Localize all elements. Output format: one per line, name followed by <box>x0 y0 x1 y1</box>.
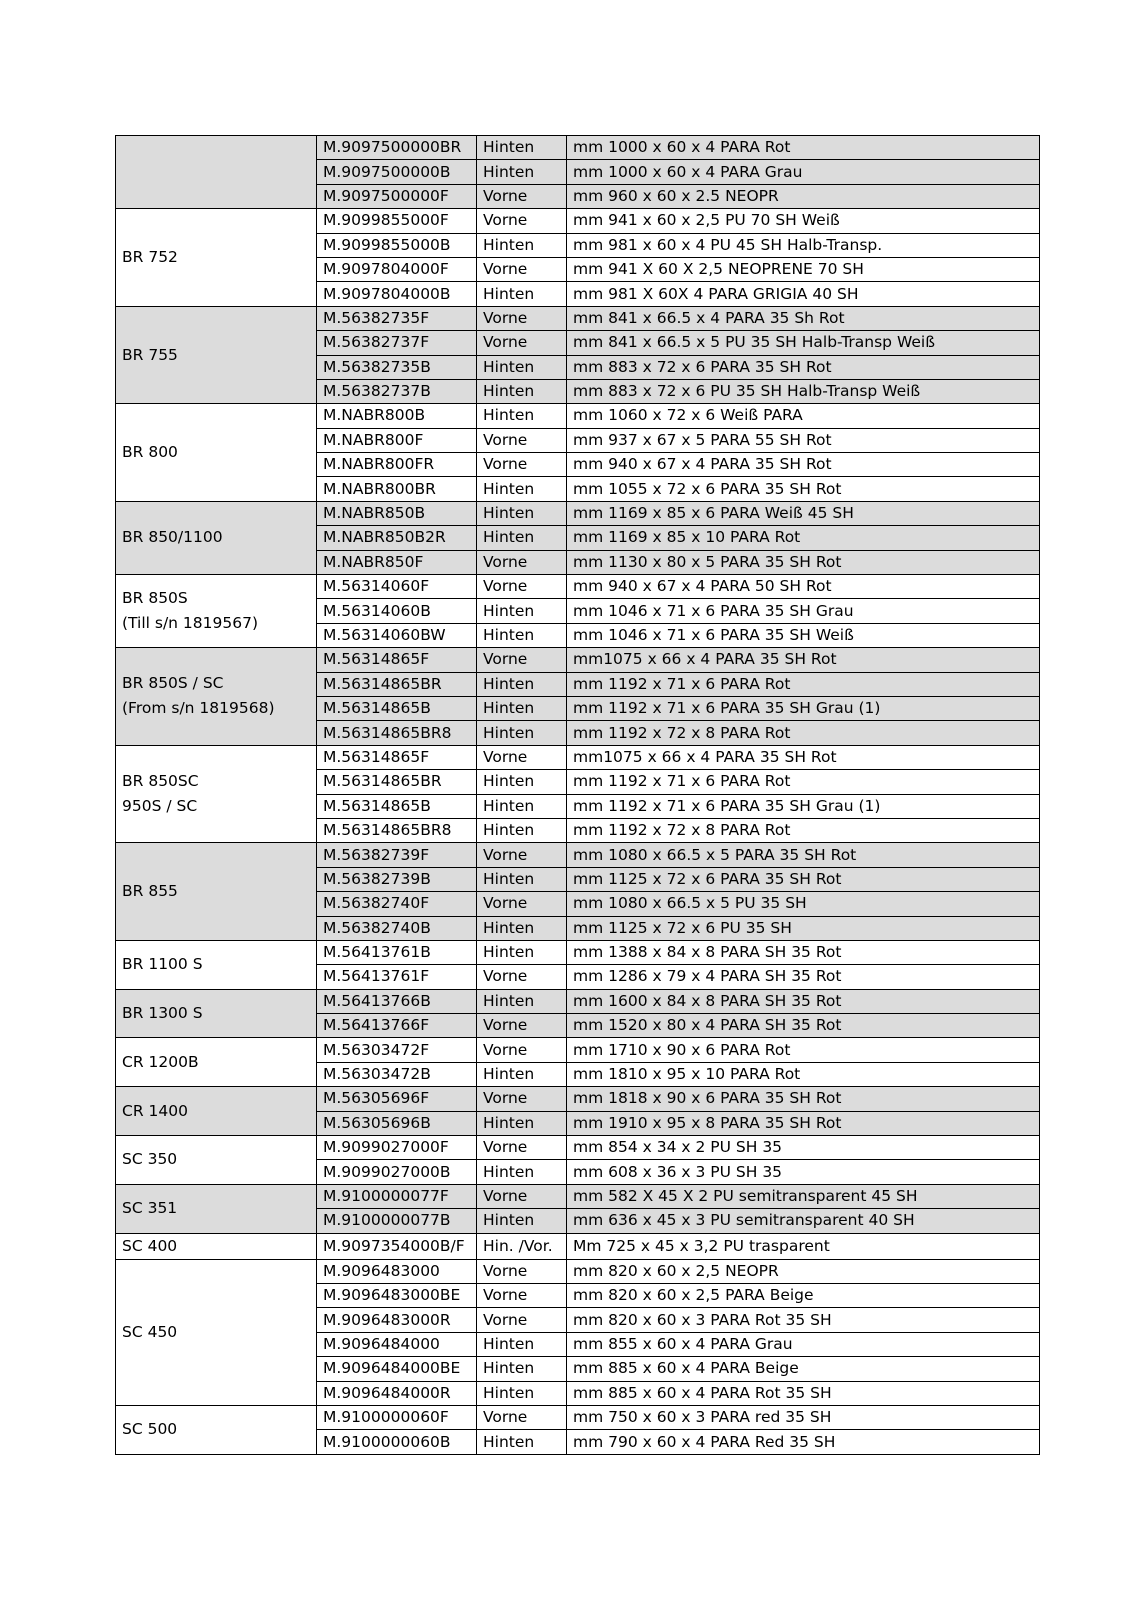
position-cell: Vorne <box>477 1014 567 1038</box>
model-cell <box>116 1087 317 1136</box>
part-number-cell: M.NABR850B <box>317 501 477 525</box>
model-cell <box>116 745 317 843</box>
model-name-line: CR 1400 <box>122 1101 188 1120</box>
position-cell: Hinten <box>477 696 567 720</box>
model-name-line: SC 450 <box>122 1322 178 1341</box>
dimensions-cell: mm 1080 x 66.5 x 5 PARA 35 SH Rot <box>567 843 1040 867</box>
model-cell <box>116 1405 317 1454</box>
part-number-cell: M.9099027000B <box>317 1160 477 1184</box>
position-cell: Vorne <box>477 843 567 867</box>
position-cell: Hinten <box>477 379 567 403</box>
position-cell: Hinten <box>477 721 567 745</box>
model-cell <box>116 136 317 209</box>
position-cell: Vorne <box>477 306 567 330</box>
position-cell: Hinten <box>477 1332 567 1356</box>
part-number-cell: M.9096484000BE <box>317 1357 477 1381</box>
position-cell: Hinten <box>477 1062 567 1086</box>
part-number-cell: M.56314060F <box>317 575 477 599</box>
dimensions-cell: mm 1600 x 84 x 8 PARA SH 35 Rot <box>567 989 1040 1013</box>
model-name-line: BR 1100 S <box>122 955 203 974</box>
dimensions-cell: mm 1286 x 79 x 4 PARA SH 35 Rot <box>567 965 1040 989</box>
position-cell: Hinten <box>477 404 567 428</box>
dimensions-cell: mm 940 x 67 x 4 PARA 50 SH Rot <box>567 575 1040 599</box>
dimensions-cell: mm 1710 x 90 x 6 PARA Rot <box>567 1038 1040 1062</box>
position-cell: Vorne <box>477 1087 567 1111</box>
part-number-cell: M.9100000077F <box>317 1184 477 1208</box>
dimensions-cell: mm 1910 x 95 x 8 PARA 35 SH Rot <box>567 1111 1040 1135</box>
model-cell <box>116 1136 317 1185</box>
table-row <box>116 209 1040 233</box>
table-row <box>116 989 1040 1013</box>
model-name-line: BR 850S <box>122 589 188 608</box>
dimensions-cell: mm 885 x 60 x 4 PARA Rot 35 SH <box>567 1381 1040 1405</box>
dimensions-cell: mm 1130 x 80 x 5 PARA 35 SH Rot <box>567 550 1040 574</box>
position-cell: Hinten <box>477 136 567 160</box>
part-number-cell: M.56413761F <box>317 965 477 989</box>
part-number-cell: M.56314865B <box>317 696 477 720</box>
part-number-cell: M.9099855000F <box>317 209 477 233</box>
position-cell: Vorne <box>477 331 567 355</box>
model-name-line: BR 855 <box>122 882 178 901</box>
position-cell: Hinten <box>477 1430 567 1454</box>
part-number-cell: M.9099855000B <box>317 233 477 257</box>
position-cell: Hinten <box>477 233 567 257</box>
part-number-cell: M.9096483000 <box>317 1259 477 1283</box>
model-cell <box>116 209 317 307</box>
model-cell <box>116 575 317 648</box>
table-row <box>116 843 1040 867</box>
model-name-line: BR 850SC <box>122 772 199 791</box>
dimensions-cell: mm 1080 x 66.5 x 5 PU 35 SH <box>567 892 1040 916</box>
position-cell: Hinten <box>477 818 567 842</box>
position-cell: Hinten <box>477 1357 567 1381</box>
table-row <box>116 306 1040 330</box>
part-number-cell: M.56382740F <box>317 892 477 916</box>
position-cell: Hinten <box>477 160 567 184</box>
model-cell <box>116 306 317 404</box>
position-cell: Vorne <box>477 1405 567 1429</box>
part-number-cell: M.56382739B <box>317 867 477 891</box>
dimensions-cell: mm 1000 x 60 x 4 PARA Rot <box>567 136 1040 160</box>
position-cell: Vorne <box>477 892 567 916</box>
position-cell: Hinten <box>477 867 567 891</box>
dimensions-cell: Mm 725 x 45 x 3,2 PU trasparent <box>567 1233 1040 1259</box>
position-cell: Vorne <box>477 1038 567 1062</box>
part-number-cell: M.NABR800B <box>317 404 477 428</box>
dimensions-cell: mm 1046 x 71 x 6 PARA 35 SH Grau <box>567 599 1040 623</box>
model-cell <box>116 843 317 941</box>
dimensions-cell: mm 841 x 66.5 x 5 PU 35 SH Halb-Transp Weiß <box>567 331 1040 355</box>
position-cell: Hinten <box>477 770 567 794</box>
table-row <box>116 1136 1040 1160</box>
table-row <box>116 501 1040 525</box>
position-cell: Hinten <box>477 1209 567 1233</box>
model-name-line: CR 1200B <box>122 1052 199 1071</box>
table-row <box>116 1087 1040 1111</box>
part-number-cell: M.56382739F <box>317 843 477 867</box>
dimensions-cell: mm 820 x 60 x 3 PARA Rot 35 SH <box>567 1308 1040 1332</box>
part-number-cell: M.56413766B <box>317 989 477 1013</box>
dimensions-cell: mm 1125 x 72 x 6 PARA 35 SH Rot <box>567 867 1040 891</box>
model-cell <box>116 1259 317 1405</box>
position-cell: Hinten <box>477 940 567 964</box>
part-number-cell: M.NABR800FR <box>317 453 477 477</box>
model-name-line: (Till s/n 1819567) <box>122 614 259 633</box>
position-cell: Vorne <box>477 209 567 233</box>
part-number-cell: M.9097500000BR <box>317 136 477 160</box>
position-cell: Hinten <box>477 501 567 525</box>
part-number-cell: M.56314865F <box>317 648 477 672</box>
part-number-cell: M.56314865F <box>317 745 477 769</box>
position-cell: Hinten <box>477 623 567 647</box>
dimensions-cell: mm 1192 x 71 x 6 PARA Rot <box>567 672 1040 696</box>
dimensions-cell: mm 1520 x 80 x 4 PARA SH 35 Rot <box>567 1014 1040 1038</box>
part-number-cell: M.56314865BR <box>317 672 477 696</box>
table-row <box>116 1184 1040 1208</box>
table-row <box>116 940 1040 964</box>
position-cell: Vorne <box>477 965 567 989</box>
dimensions-cell: mm 1192 x 72 x 8 PARA Rot <box>567 818 1040 842</box>
dimensions-cell: mm 1060 x 72 x 6 Weiß PARA <box>567 404 1040 428</box>
dimensions-cell: mm 960 x 60 x 2.5 NEOPR <box>567 184 1040 208</box>
dimensions-cell: mm 937 x 67 x 5 PARA 55 SH Rot <box>567 428 1040 452</box>
part-number-cell: M.56314865BR8 <box>317 721 477 745</box>
part-number-cell: M.56413766F <box>317 1014 477 1038</box>
position-cell: Hinten <box>477 916 567 940</box>
part-number-cell: M.56303472B <box>317 1062 477 1086</box>
dimensions-cell: mm 636 x 45 x 3 PU semitransparent 40 SH <box>567 1209 1040 1233</box>
part-number-cell: M.56382735B <box>317 355 477 379</box>
dimensions-cell: mm1075 x 66 x 4 PARA 35 SH Rot <box>567 648 1040 672</box>
part-number-cell: M.NABR850B2R <box>317 526 477 550</box>
position-cell: Vorne <box>477 257 567 281</box>
part-number-cell: M.56314865B <box>317 794 477 818</box>
position-cell: Hinten <box>477 672 567 696</box>
position-cell: Hinten <box>477 794 567 818</box>
dimensions-cell: mm 820 x 60 x 2,5 PARA Beige <box>567 1283 1040 1307</box>
dimensions-cell: mm 1810 x 95 x 10 PARA Rot <box>567 1062 1040 1086</box>
dimensions-cell: mm 608 x 36 x 3 PU SH 35 <box>567 1160 1040 1184</box>
position-cell: Hinten <box>477 1381 567 1405</box>
part-number-cell: M.9097500000F <box>317 184 477 208</box>
table-row <box>116 575 1040 599</box>
part-number-cell: M.9096483000R <box>317 1308 477 1332</box>
part-number-cell: M.56314865BR8 <box>317 818 477 842</box>
part-number-cell: M.56314060B <box>317 599 477 623</box>
dimensions-cell: mm 1000 x 60 x 4 PARA Grau <box>567 160 1040 184</box>
dimensions-cell: mm 981 x 60 x 4 PU 45 SH Halb-Transp. <box>567 233 1040 257</box>
parts-table-body <box>116 136 1040 1455</box>
part-number-cell: M.56305696B <box>317 1111 477 1135</box>
position-cell: Vorne <box>477 1308 567 1332</box>
model-name-line: BR 752 <box>122 247 178 266</box>
dimensions-cell: mm 1818 x 90 x 6 PARA 35 SH Rot <box>567 1087 1040 1111</box>
model-cell <box>116 501 317 574</box>
model-cell <box>116 404 317 502</box>
position-cell: Hinten <box>477 477 567 501</box>
model-name-line: SC 400 <box>122 1236 178 1255</box>
dimensions-cell: mm 750 x 60 x 3 PARA red 35 SH <box>567 1405 1040 1429</box>
dimensions-cell: mm 941 X 60 X 2,5 NEOPRENE 70 SH <box>567 257 1040 281</box>
model-name-line: SC 351 <box>122 1199 178 1218</box>
part-number-cell: M.NABR850F <box>317 550 477 574</box>
model-cell <box>116 1233 317 1259</box>
dimensions-cell: mm1075 x 66 x 4 PARA 35 SH Rot <box>567 745 1040 769</box>
part-number-cell: M.NABR800BR <box>317 477 477 501</box>
model-name-line: BR 1300 S <box>122 1004 203 1023</box>
table-row <box>116 1233 1040 1259</box>
part-number-cell: M.56413761B <box>317 940 477 964</box>
model-cell <box>116 940 317 989</box>
model-name-line: BR 800 <box>122 443 178 462</box>
dimensions-cell: mm 1192 x 71 x 6 PARA 35 SH Grau (1) <box>567 794 1040 818</box>
table-row <box>116 1405 1040 1429</box>
part-number-cell: M.56382737F <box>317 331 477 355</box>
part-number-cell: M.NABR800F <box>317 428 477 452</box>
table-row <box>116 745 1040 769</box>
position-cell: Vorne <box>477 575 567 599</box>
position-cell: Hinten <box>477 1111 567 1135</box>
position-cell: Vorne <box>477 1283 567 1307</box>
position-cell: Hinten <box>477 355 567 379</box>
position-cell: Vorne <box>477 1259 567 1283</box>
part-number-cell: M.9096484000R <box>317 1381 477 1405</box>
table-row <box>116 136 1040 160</box>
table-row <box>116 404 1040 428</box>
dimensions-cell: mm 1125 x 72 x 6 PU 35 SH <box>567 916 1040 940</box>
dimensions-cell: mm 854 x 34 x 2 PU SH 35 <box>567 1136 1040 1160</box>
position-cell: Vorne <box>477 1184 567 1208</box>
part-number-cell: M.9097500000B <box>317 160 477 184</box>
dimensions-cell: mm 1192 x 71 x 6 PARA 35 SH Grau (1) <box>567 696 1040 720</box>
dimensions-cell: mm 1169 x 85 x 6 PARA Weiß 45 SH <box>567 501 1040 525</box>
dimensions-cell: mm 883 x 72 x 6 PARA 35 SH Rot <box>567 355 1040 379</box>
dimensions-cell: mm 941 x 60 x 2,5 PU 70 SH Weiß <box>567 209 1040 233</box>
table-row <box>116 648 1040 672</box>
model-name-line: BR 755 <box>122 345 178 364</box>
parts-table <box>115 135 1040 1455</box>
model-cell <box>116 989 317 1038</box>
model-cell <box>116 1038 317 1087</box>
position-cell: Hin. /Vor. <box>477 1233 567 1259</box>
model-name-line: (From s/n 1819568) <box>122 699 275 718</box>
part-number-cell: M.9099027000F <box>317 1136 477 1160</box>
model-name-line: BR 850S / SC <box>122 674 224 693</box>
dimensions-cell: mm 1046 x 71 x 6 PARA 35 SH Weiß <box>567 623 1040 647</box>
part-number-cell: M.9097804000F <box>317 257 477 281</box>
model-cell <box>116 1184 317 1233</box>
position-cell: Hinten <box>477 989 567 1013</box>
part-number-cell: M.56303472F <box>317 1038 477 1062</box>
part-number-cell: M.9100000060B <box>317 1430 477 1454</box>
part-number-cell: M.56382735F <box>317 306 477 330</box>
dimensions-cell: mm 883 x 72 x 6 PU 35 SH Halb-Transp Weiß <box>567 379 1040 403</box>
position-cell: Hinten <box>477 282 567 306</box>
part-number-cell: M.9096484000 <box>317 1332 477 1356</box>
dimensions-cell: mm 582 X 45 X 2 PU semitransparent 45 SH <box>567 1184 1040 1208</box>
dimensions-cell: mm 820 x 60 x 2,5 NEOPR <box>567 1259 1040 1283</box>
position-cell: Hinten <box>477 526 567 550</box>
part-number-cell: M.56382740B <box>317 916 477 940</box>
dimensions-cell: mm 790 x 60 x 4 PARA Red 35 SH <box>567 1430 1040 1454</box>
part-number-cell: M.56314865BR <box>317 770 477 794</box>
position-cell: Hinten <box>477 1160 567 1184</box>
model-name-line: 950S / SC <box>122 797 198 816</box>
part-number-cell: M.9096483000BE <box>317 1283 477 1307</box>
dimensions-cell: mm 1192 x 72 x 8 PARA Rot <box>567 721 1040 745</box>
model-name-line: BR 850/1100 <box>122 528 223 547</box>
part-number-cell: M.56382737B <box>317 379 477 403</box>
position-cell: Vorne <box>477 453 567 477</box>
dimensions-cell: mm 855 x 60 x 4 PARA Grau <box>567 1332 1040 1356</box>
dimensions-cell: mm 940 x 67 x 4 PARA 35 SH Rot <box>567 453 1040 477</box>
part-number-cell: M.9100000060F <box>317 1405 477 1429</box>
dimensions-cell: mm 1169 x 85 x 10 PARA Rot <box>567 526 1040 550</box>
dimensions-cell: mm 841 x 66.5 x 4 PARA 35 Sh Rot <box>567 306 1040 330</box>
position-cell: Vorne <box>477 1136 567 1160</box>
dimensions-cell: mm 1192 x 71 x 6 PARA Rot <box>567 770 1040 794</box>
part-number-cell: M.9100000077B <box>317 1209 477 1233</box>
dimensions-cell: mm 981 X 60X 4 PARA GRIGIA 40 SH <box>567 282 1040 306</box>
dimensions-cell: mm 885 x 60 x 4 PARA Beige <box>567 1357 1040 1381</box>
position-cell: Vorne <box>477 648 567 672</box>
part-number-cell: M.9097354000B/F <box>317 1233 477 1259</box>
part-number-cell: M.56305696F <box>317 1087 477 1111</box>
position-cell: Vorne <box>477 428 567 452</box>
table-row <box>116 1038 1040 1062</box>
position-cell: Vorne <box>477 550 567 574</box>
model-cell <box>116 648 317 746</box>
model-name-line: SC 350 <box>122 1150 178 1169</box>
model-name-line: SC 500 <box>122 1420 178 1439</box>
position-cell: Vorne <box>477 745 567 769</box>
position-cell: Hinten <box>477 599 567 623</box>
table-row <box>116 1259 1040 1283</box>
dimensions-cell: mm 1055 x 72 x 6 PARA 35 SH Rot <box>567 477 1040 501</box>
part-number-cell: M.56314060BW <box>317 623 477 647</box>
part-number-cell: M.9097804000B <box>317 282 477 306</box>
dimensions-cell: mm 1388 x 84 x 8 PARA SH 35 Rot <box>567 940 1040 964</box>
position-cell: Vorne <box>477 184 567 208</box>
